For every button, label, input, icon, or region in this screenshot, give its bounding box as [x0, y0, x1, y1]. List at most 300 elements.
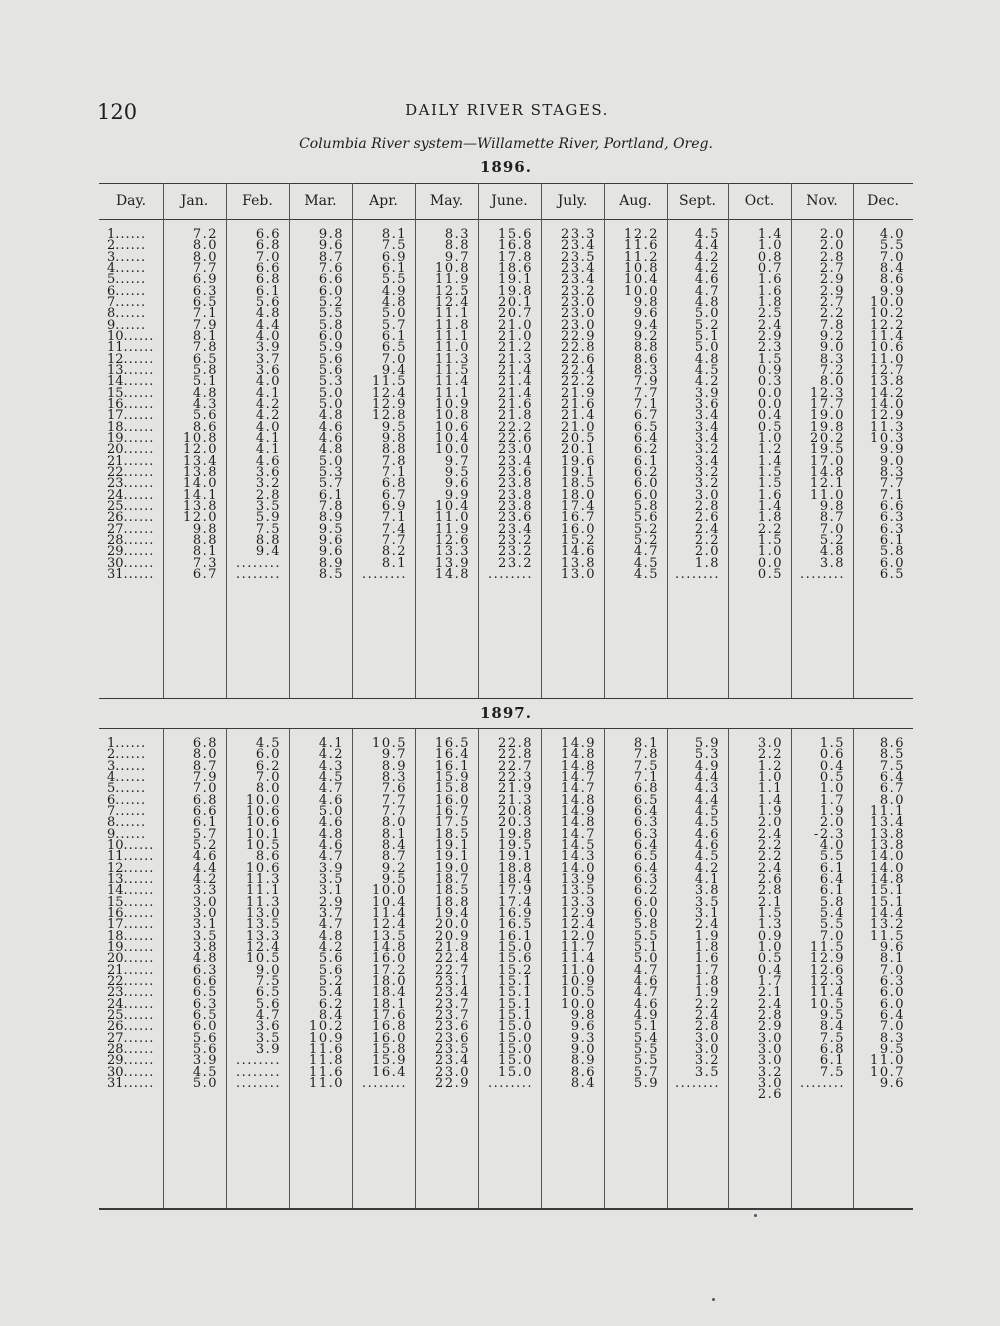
stage-value: 15.6: [498, 951, 533, 967]
stage-value: 7.8: [318, 498, 344, 514]
stage-value: 8.3: [879, 1030, 905, 1046]
stage-value: 1.8: [694, 973, 720, 989]
stage-value: 1.0: [757, 544, 783, 560]
stage-value: 9.9: [444, 487, 470, 503]
stage-value: 7.0: [192, 781, 218, 797]
stage-value: 4.6: [694, 272, 720, 288]
stage-value: 22.9: [435, 1075, 470, 1091]
stage-value: 14.0: [870, 849, 905, 865]
stage-value: 10.6: [435, 419, 470, 435]
stage-value: 1.3: [757, 917, 783, 933]
day-label: 25......: [107, 1007, 155, 1023]
stage-value: 7.1: [192, 306, 218, 322]
stage-value: 5.8: [318, 317, 344, 333]
stage-value: 0.0: [757, 396, 783, 412]
day-label: 2......: [107, 747, 147, 763]
stage-value: 21.3: [498, 351, 533, 367]
stage-value: 4.6: [633, 973, 659, 989]
stage-value: 8.0: [819, 374, 845, 390]
stage-value: 8.3: [819, 351, 845, 367]
stage-value: 23.0: [435, 1064, 470, 1080]
stage-value: 3.2: [694, 476, 720, 492]
stage-value: 19.6: [561, 453, 596, 469]
stage-value: 6.0: [633, 894, 659, 910]
stage-value: 6.0: [879, 996, 905, 1012]
stage-value: 6.3: [192, 283, 218, 299]
stage-value: 22.9: [561, 328, 596, 344]
stage-value: 2.6: [694, 510, 720, 526]
page-number: 120: [97, 100, 138, 124]
stage-value: 5.8: [879, 544, 905, 560]
stage-value: 6.5: [633, 419, 659, 435]
stage-value: 17.5: [435, 815, 470, 831]
stage-value: 13.5: [246, 917, 281, 933]
stage-value: 5.1: [633, 1019, 659, 1035]
stage-value: 6.6: [255, 227, 281, 242]
stage-value: 22.6: [498, 430, 533, 446]
stage-value: 4.9: [633, 1007, 659, 1023]
stage-value: 5.5: [633, 1041, 659, 1057]
stage-value: 16.0: [561, 521, 596, 537]
stage-value: 2.4: [694, 521, 720, 537]
stage-value: 5.0: [318, 396, 344, 412]
stage-value: 5.2: [633, 521, 659, 537]
stage-value: 4.6: [192, 849, 218, 865]
stage-value: 3.6: [694, 396, 720, 412]
stage-value: 0.7: [757, 260, 783, 276]
stage-value: 14.7: [561, 826, 596, 842]
stage-value: 15.0: [498, 1041, 533, 1057]
stage-value: ........: [799, 566, 845, 582]
stage-value: 20.9: [435, 928, 470, 944]
stage-value: 3.0: [694, 487, 720, 503]
stage-value: 15.2: [561, 532, 596, 548]
stage-value: 4.0: [255, 374, 281, 390]
stage-value: 1.8: [757, 294, 783, 310]
stage-value: 6.4: [819, 871, 845, 887]
stage-value: 15.8: [435, 781, 470, 797]
stage-value: 6.5: [192, 351, 218, 367]
stage-value: 4.0: [255, 328, 281, 344]
stage-value: 11.4: [561, 951, 596, 967]
stage-value: 2.8: [694, 1019, 720, 1035]
stage-value: 21.6: [498, 396, 533, 412]
stage-value: 7.0: [819, 928, 845, 944]
stage-value: 1.6: [757, 272, 783, 288]
year-heading-1896: 1896.: [480, 158, 532, 176]
stage-value: 22.3: [498, 769, 533, 785]
month-column-oct: [728, 738, 783, 1101]
stage-value: 3.7: [318, 905, 344, 921]
stage-value: 7.7: [381, 532, 407, 548]
stage-value: 10.4: [372, 894, 407, 910]
stage-value: 3.0: [192, 894, 218, 910]
stage-value: 12.3: [810, 973, 845, 989]
stage-value: 23.4: [498, 453, 533, 469]
stage-value: 17.9: [498, 883, 533, 899]
stage-value: 5.6: [192, 1030, 218, 1046]
day-label: 1......: [107, 736, 147, 751]
stage-value: 6.9: [381, 249, 407, 265]
month-column-apr: [352, 229, 407, 580]
stage-value: 2.6: [757, 1087, 783, 1103]
stage-value: 3.6: [255, 362, 281, 378]
stage-value: 2.8: [255, 487, 281, 503]
stage-value: 15.1: [870, 883, 905, 899]
stage-value: 11.7: [561, 939, 596, 955]
stage-value: 23.7: [435, 1007, 470, 1023]
stage-value: ........: [235, 555, 281, 571]
stage-value: 2.0: [694, 544, 720, 560]
stage-value: 8.6: [570, 1064, 596, 1080]
stage-value: 6.5: [879, 566, 905, 582]
stage-value: 5.5: [879, 238, 905, 254]
stage-value: 7.8: [381, 453, 407, 469]
stage-value: 3.0: [757, 1075, 783, 1091]
stage-value: 23.0: [561, 294, 596, 310]
stage-value: 12.9: [561, 905, 596, 921]
stage-value: 15.1: [498, 985, 533, 1001]
day-label: 21......: [107, 453, 155, 469]
stage-value: 3.4: [694, 430, 720, 446]
stage-value: 21.3: [498, 792, 533, 808]
stage-value: 6.8: [255, 272, 281, 288]
stage-value: 4.4: [192, 860, 218, 876]
day-label: 19......: [107, 430, 155, 446]
stage-value: 21.8: [498, 408, 533, 424]
stage-value: 4.2: [694, 260, 720, 276]
stage-value: 9.8: [381, 430, 407, 446]
stage-value: 13.4: [870, 815, 905, 831]
stage-value: 22.2: [561, 374, 596, 390]
stage-value: 1.9: [694, 928, 720, 944]
stage-value: 10.5: [810, 996, 845, 1012]
stage-value: 15.1: [498, 973, 533, 989]
stage-value: 11.5: [870, 928, 905, 944]
column-header-month-12: Dec.: [867, 193, 899, 209]
stage-value: 2.7: [819, 260, 845, 276]
stage-value: 8.1: [633, 736, 659, 751]
stage-value: 1.6: [694, 951, 720, 967]
stage-value: 0.5: [757, 419, 783, 435]
stage-value: 5.4: [819, 905, 845, 921]
stage-value: 8.1: [381, 227, 407, 242]
stage-value: 11.3: [246, 894, 281, 910]
stage-value: 3.5: [694, 894, 720, 910]
stage-value: 7.0: [255, 769, 281, 785]
day-label: 26......: [107, 1019, 155, 1035]
day-label: 29......: [107, 544, 155, 560]
stage-value: 20.3: [498, 815, 533, 831]
stage-value: 7.1: [879, 487, 905, 503]
day-label: 28......: [107, 532, 155, 548]
stage-value: 19.1: [435, 837, 470, 853]
stage-value: 6.6: [192, 803, 218, 819]
stage-value: 6.4: [633, 803, 659, 819]
stage-value: 14.8: [561, 747, 596, 763]
stage-value: 6.9: [381, 498, 407, 514]
stage-value: 13.8: [183, 498, 218, 514]
column-header-month-10: Oct.: [744, 193, 775, 209]
stage-value: 5.3: [694, 747, 720, 763]
day-label: 3......: [107, 249, 147, 265]
stage-value: 2.8: [757, 1007, 783, 1023]
stage-value: 7.5: [819, 1064, 845, 1080]
day-label: 8......: [107, 815, 147, 831]
stage-value: 9.3: [570, 1030, 596, 1046]
stage-value: 3.1: [318, 883, 344, 899]
day-label: 4......: [107, 769, 147, 785]
stage-value: 23.8: [498, 476, 533, 492]
stage-value: 5.6: [192, 1041, 218, 1057]
stage-value: 6.1: [633, 453, 659, 469]
stage-value: 7.0: [879, 249, 905, 265]
stage-value: 3.9: [694, 385, 720, 401]
stage-value: 10.0: [246, 792, 281, 808]
stage-value: 2.9: [819, 283, 845, 299]
stage-value: 12.4: [435, 294, 470, 310]
column-header-month-7: July.: [557, 193, 588, 209]
stage-value: ........: [487, 566, 533, 582]
day-label: 22......: [107, 973, 155, 989]
stage-value: 20.8: [498, 803, 533, 819]
stage-value: 5.0: [633, 951, 659, 967]
day-label: 29......: [107, 1053, 155, 1069]
stage-value: 12.9: [810, 951, 845, 967]
stage-value: 12.4: [372, 385, 407, 401]
stage-value: 10.6: [870, 340, 905, 356]
stage-value: 23.2: [498, 544, 533, 560]
day-label: 7......: [107, 294, 147, 310]
stage-value: 3.8: [819, 555, 845, 571]
stage-value: 7.7: [879, 476, 905, 492]
stage-value: 3.5: [318, 871, 344, 887]
stage-value: 8.6: [633, 351, 659, 367]
stage-value: 3.7: [255, 351, 281, 367]
stage-value: 6.2: [318, 996, 344, 1012]
stage-value: 6.4: [633, 837, 659, 853]
stage-value: 8.8: [444, 238, 470, 254]
stage-value: 10.4: [435, 430, 470, 446]
stage-value: 12.0: [183, 442, 218, 458]
stage-value: 2.8: [819, 249, 845, 265]
stage-value: 2.9: [318, 894, 344, 910]
stage-value: 12.6: [810, 962, 845, 978]
stage-value: 15.0: [498, 1064, 533, 1080]
stage-value: 17.0: [810, 453, 845, 469]
stage-value: 5.5: [318, 306, 344, 322]
stage-value: 14.5: [561, 837, 596, 853]
stage-value: 2.8: [757, 883, 783, 899]
stage-value: 4.5: [255, 736, 281, 751]
stage-value: 4.6: [694, 826, 720, 842]
stage-value: 5.6: [318, 351, 344, 367]
day-label: 15......: [107, 894, 155, 910]
stage-value: 4.6: [318, 815, 344, 831]
stage-value: 5.2: [819, 532, 845, 548]
day-label: 11......: [107, 340, 155, 356]
stage-value: 14.2: [870, 385, 905, 401]
day-label: 4......: [107, 260, 147, 276]
stage-value: 16.8: [372, 1019, 407, 1035]
stage-value: 8.4: [570, 1075, 596, 1091]
stage-value: 11.0: [435, 340, 470, 356]
stage-value: 6.0: [255, 747, 281, 763]
stage-value: 8.4: [819, 1019, 845, 1035]
stage-value: 12.8: [372, 408, 407, 424]
stage-value: 1.0: [757, 238, 783, 254]
stage-value: 4.4: [694, 238, 720, 254]
stage-value: 2.6: [757, 871, 783, 887]
stage-value: 8.1: [192, 544, 218, 560]
month-column-jan: [163, 229, 218, 580]
stage-value: 4.3: [192, 396, 218, 412]
stage-value: 18.0: [372, 973, 407, 989]
stage-value: 6.5: [192, 294, 218, 310]
stage-value: 16.8: [498, 238, 533, 254]
stage-value: 9.9: [879, 442, 905, 458]
stage-value: 21.2: [498, 340, 533, 356]
stage-value: 6.5: [633, 792, 659, 808]
day-column-1896: [107, 229, 154, 580]
stage-value: 5.6: [633, 510, 659, 526]
stage-value: 5.3: [318, 464, 344, 480]
stage-value: 0.6: [819, 747, 845, 763]
stage-value: 1.0: [819, 781, 845, 797]
stage-value: 9.7: [444, 453, 470, 469]
stage-value: 11.8: [435, 317, 470, 333]
stage-value: 3.1: [192, 917, 218, 933]
stage-value: 6.8: [192, 736, 218, 751]
stage-value: 5.8: [192, 362, 218, 378]
month-column-may: [415, 229, 470, 580]
stage-value: 1.5: [757, 905, 783, 921]
stage-value: 5.6: [192, 408, 218, 424]
stage-value: 21.4: [498, 374, 533, 390]
day-label: 17......: [107, 408, 155, 424]
stage-value: 7.7: [381, 803, 407, 819]
stage-value: 8.9: [570, 1053, 596, 1069]
stage-value: 8.8: [255, 532, 281, 548]
stage-value: 19.0: [435, 860, 470, 876]
day-label: 30......: [107, 1064, 155, 1080]
stage-value: 3.9: [192, 1053, 218, 1069]
month-column-dec: [853, 738, 905, 1089]
stage-value: 7.7: [192, 260, 218, 276]
stage-value: 18.5: [435, 883, 470, 899]
stage-value: 2.2: [757, 521, 783, 537]
stage-value: 10.8: [624, 260, 659, 276]
month-column-may: [415, 738, 470, 1089]
stage-value: 15.0: [498, 1053, 533, 1069]
stage-value: 9.9: [879, 283, 905, 299]
stage-value: 11.1: [435, 306, 470, 322]
stage-value: 4.5: [694, 803, 720, 819]
stage-value: 13.3: [561, 894, 596, 910]
day-label: 1......: [107, 227, 147, 242]
day-label: 16......: [107, 396, 155, 412]
stage-value: 11.0: [870, 1053, 905, 1069]
stage-value: 19.8: [810, 419, 845, 435]
stage-value: 6.2: [633, 883, 659, 899]
stage-value: 1.5: [757, 476, 783, 492]
stage-value: 4.8: [318, 928, 344, 944]
stage-value: 4.9: [381, 283, 407, 299]
stage-value: 16.1: [498, 928, 533, 944]
stage-value: 11.5: [372, 374, 407, 390]
stage-value: 4.4: [694, 769, 720, 785]
stage-value: 7.6: [318, 260, 344, 276]
stage-value: 5.2: [318, 973, 344, 989]
stage-value: 3.9: [255, 1041, 281, 1057]
stage-value: 1.6: [757, 283, 783, 299]
stage-value: 9.4: [633, 317, 659, 333]
stage-value: 9.8: [318, 227, 344, 242]
stage-value: 16.7: [435, 803, 470, 819]
stage-value: 11.0: [309, 1075, 344, 1091]
stage-value: 10.0: [372, 883, 407, 899]
stage-value: 6.7: [879, 781, 905, 797]
stage-value: 4.3: [318, 758, 344, 774]
stage-value: 0.9: [757, 928, 783, 944]
stage-value: 8.9: [318, 510, 344, 526]
stage-value: 6.8: [633, 781, 659, 797]
stage-value: 4.7: [633, 544, 659, 560]
stage-value: 22.8: [498, 736, 533, 751]
stage-value: 14.8: [561, 758, 596, 774]
stage-value: 5.2: [694, 317, 720, 333]
stage-value: 3.4: [694, 419, 720, 435]
stage-value: 1.8: [757, 510, 783, 526]
stage-value: 11.6: [309, 1064, 344, 1080]
stage-value: 8.8: [633, 340, 659, 356]
stage-value: 2.4: [694, 1007, 720, 1023]
stage-value: 15.1: [498, 1007, 533, 1023]
day-label: 26......: [107, 510, 155, 526]
stage-value: 6.1: [819, 883, 845, 899]
stage-value: 11.4: [870, 328, 905, 344]
stage-value: 9.6: [318, 532, 344, 548]
stage-value: 12.0: [183, 510, 218, 526]
stage-value: 10.3: [870, 430, 905, 446]
stage-value: 9.2: [633, 328, 659, 344]
stage-value: 4.5: [694, 362, 720, 378]
stage-value: 16.9: [498, 905, 533, 921]
day-label: 7......: [107, 803, 147, 819]
stage-value: 19.8: [498, 826, 533, 842]
stage-value: 12.4: [246, 939, 281, 955]
stage-value: 8.0: [192, 747, 218, 763]
stage-value: 5.9: [318, 340, 344, 356]
stage-value: 7.5: [819, 1030, 845, 1046]
stage-value: 7.8: [192, 340, 218, 356]
stage-value: 3.2: [255, 476, 281, 492]
stage-value: 6.7: [633, 408, 659, 424]
stage-value: 18.6: [498, 260, 533, 276]
stage-value: 6.8: [381, 476, 407, 492]
stage-value: 4.6: [318, 837, 344, 853]
stage-value: 16.5: [435, 736, 470, 751]
stage-value: 1.4: [757, 227, 783, 242]
stage-value: 4.2: [694, 374, 720, 390]
stage-value: 4.4: [255, 317, 281, 333]
stage-value: 14.6: [561, 544, 596, 560]
stage-value: 19.1: [498, 272, 533, 288]
stage-value: ........: [235, 1053, 281, 1069]
stage-value: 13.5: [372, 928, 407, 944]
stage-value: 4.9: [694, 758, 720, 774]
stage-value: 3.0: [757, 1053, 783, 1069]
